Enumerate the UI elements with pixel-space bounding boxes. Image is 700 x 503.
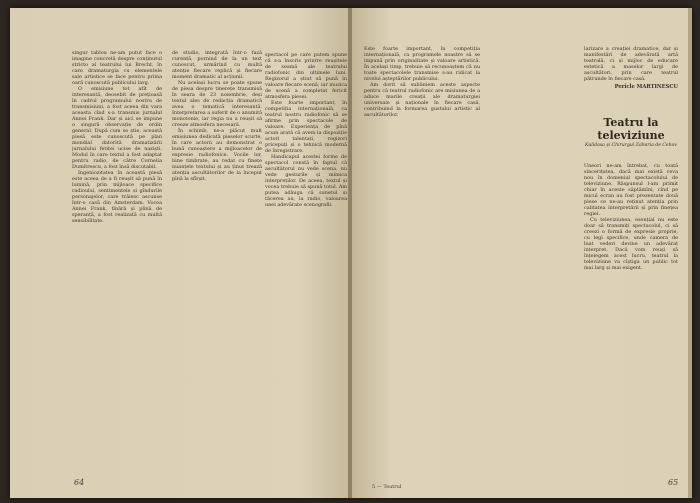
author-byline: Pericle MARTINESCU	[614, 84, 678, 91]
paragraph: Este foarte important, în competiția internațională, ca teatrul nostru radiofonic să se afirme prin spectacole de valoare. Experiența de pînă acum arată că avem la dispoziție actori talentați, regizori pricepuți și o tehnică modernă de înregistrare.	[265, 100, 347, 155]
paragraph: Am dorit să subliniem aceste aspecte pentru că teatrul radiofonic are misiunea de a aduce marile creații ale dramaturgiei universale și naționale în fiecare casă, contribuind la formarea gustului artistic al ascultătorilor.	[364, 82, 480, 119]
book-spread	[10, 8, 692, 498]
paragraph: Handicapul acestei forme de spectacol constă în faptul că ascultătorul nu vede scena, nu vede gesturile și mimica interpreților. De aceea, textul și vocea trebuie să spună totul. Am putea adăuga că sunetul și tăcerea au, la radio, valoarea unei adevărate scenografii.	[265, 154, 347, 209]
right-column-1	[364, 46, 480, 468]
article-subtitle: Kalidasa și Chirurgul Zaharia de Cehov	[585, 143, 677, 149]
page-number: 65	[668, 478, 679, 487]
page-edge	[688, 8, 692, 498]
paragraph: singur tablou ne-am putut face o imagine concretă despre conținutul stricto al teatrului lui Brecht, în care dramaturgia cu elementele sale artistice se face pentru prima oară cunoscută publicului larg.	[72, 50, 162, 87]
paragraph: Este foarte important, în competiția internațională, ca programele noastre să se impună prin originalitate și valoare artistică. În același timp, trebuie să recunoaștem că nu toate spectacolele transmise s-au ridicat la nivelul așteptărilor publicului.	[364, 46, 480, 83]
left-column-2	[172, 50, 262, 474]
left-column-3	[265, 52, 347, 472]
footer-mark: 5 — Teatrul	[372, 484, 402, 490]
article-end: larizare a creației dramatice, dar și manifestări de adevărată artă teatrală, ci și mijloc de educare estetică a maselor largi de ascultători, prin care teatrul pătrunde în fiecare casă.	[584, 46, 678, 83]
left-page	[10, 8, 350, 498]
paragraph: O emisiune tot atît de interesantă, deosebit de prețioasă în cadrul programului nostru de transmisiuni, a fost aceea din vara aceasta cînd s-a transmis jurnalul Annei Frank. Dar și aici se impune o singură observație de ordin general. După cum se știe, această piesă este cunoscută pe plan mondial datorită dramatizării jurnalului fetiței ucise de naziști. Modul în care textul a fost adaptat pentru radio, de către Cornelia Dumitrescu, a fost însă discutabil.	[72, 86, 162, 171]
page-number: 64	[74, 478, 85, 487]
paragraph: În schimb, ne-a plăcut mult emisiunea dedicată pieselor scurte, în care actorii au demonstrat o bună cunoaștere a mijloacelor de expresie radiofonice. Vocile lor, bine timbrate, au redat cu finețe nuanțele textului și au ținut trează atenția ascultătorilor de la început pînă la sfîrșit.	[172, 128, 262, 183]
right-page	[352, 8, 692, 498]
paragraph: Cu televiziunea, esențial nu este doar să transmiți spectacolul, ci să creezi o formă de expresie proprie, cu legi specifice, unde camera de luat vederi devine un adevărat interpret. Dacă vom reuși să înțelegem acest lucru, teatrul la televiziune va cîștiga un public tot mai larg și mai exigent.	[584, 217, 678, 272]
paragraph: spectacol pe care putem spune că s-a înscris printre reușitele de seamă ale teatrului radiofonic din ultimele luni. Regizorul a știut să pună în valoare fiecare scenă, iar muzica de scenă a completat fericit atmosfera piesei.	[265, 52, 347, 101]
paragraph: Ingeniozitatea în această piesă este aceea de a fi reușit să pună în lumină, prin mijloace specifice radioului, sentimentele și gîndurile personajelor, care trăiesc ascunse într-o casă din Amsterdam. Vocea Annei Frank, tînără și plină de speranță, a fost realizată cu multă sensibilitate.	[72, 170, 162, 225]
article-title: Teatru la televiziune	[597, 116, 665, 143]
paragraph: Nu același lucru se poate spune de piesa despre tinerețe transmisă în seara de 23 noiembrie, deși textul ales de redacția dramatică avea o tematică interesantă. Interpretarea a suferit de o anumită monotonie, iar regia nu a reușit să creeze atmosfera necesară.	[172, 80, 262, 129]
paragraph: Uneori ne-am întrebat, cu toată sinceritatea, dacă mai există ceva nou în domeniul spectacolului de televiziune. Răspunsul l-am primit chiar în aceste săptămîni, cînd pe micul ecran au fost prezentate două piese ce ne-au reținut atenția prin calitatea interpretării și prin finețea regiei.	[584, 163, 678, 218]
paragraph: de studio, integrată într-o fază curentă, pornind de la un text cunoscut, urmărind cu multă atenție fiecare replică și fiecare moment dramatic al acțiunii.	[172, 50, 262, 81]
left-column-1	[72, 50, 162, 466]
right-column-2	[584, 46, 678, 476]
